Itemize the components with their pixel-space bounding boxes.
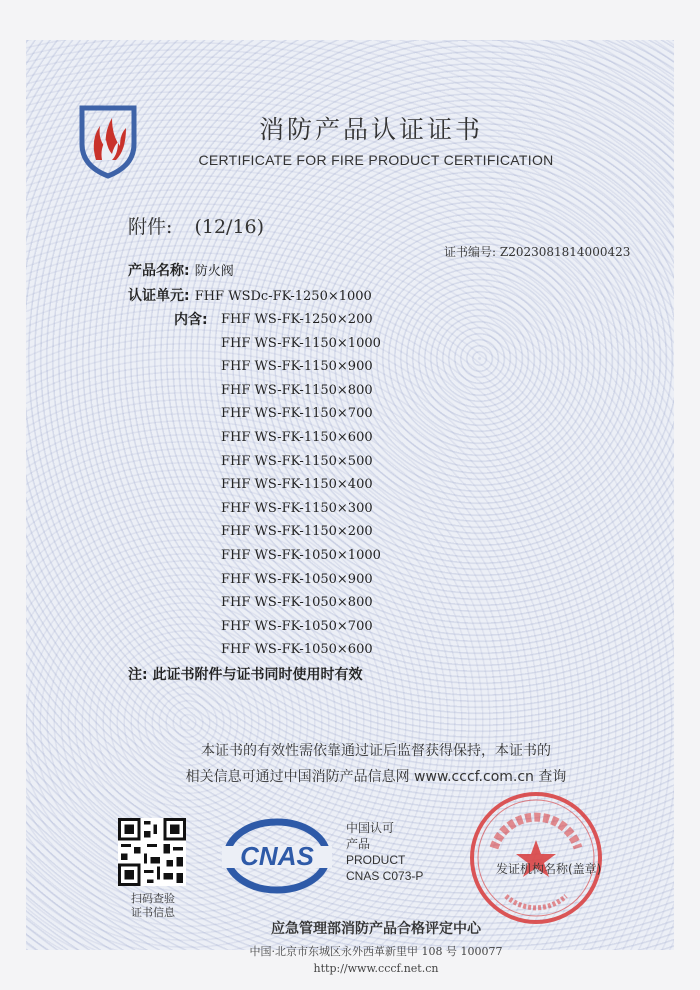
qr-caption-line-1: 扫码查验	[131, 892, 175, 905]
list-item: FHF WS-FK-1150×1000	[221, 335, 381, 351]
list-item: FHF WS-FK-1050×700	[221, 618, 373, 634]
list-item: FHF WS-FK-1150×200	[221, 524, 373, 540]
fire-shield-logo-icon	[76, 100, 140, 178]
contents-label: 内含:	[174, 312, 208, 328]
validity-note: 注: 此证书附件与证书同时使用时有效	[128, 667, 363, 683]
certificate-sheet	[26, 40, 674, 975]
issuer-center-name: 应急管理部消防产品合格评定中心	[271, 921, 481, 937]
certificate-number	[444, 243, 630, 260]
list-item: FHF WS-FK-1050×800	[221, 595, 373, 611]
statement-line-2: 相关信息可通过中国消防产品信息网 www.cccf.com.cn 查询	[185, 769, 567, 785]
list-item: FHF WS-FK-1150×800	[221, 382, 373, 398]
title-cn: 消防产品认证证书	[258, 115, 483, 144]
list-item: FHF WS-FK-1150×600	[221, 429, 373, 445]
qr-caption-line-2: 证书信息	[131, 906, 175, 919]
issuer-website-link[interactable]: http://www.cccf.net.cn	[313, 962, 439, 975]
attachment-label	[128, 212, 264, 239]
cnas-line-3: PRODUCT	[346, 853, 406, 867]
contents-list	[221, 310, 381, 664]
attachment-index: (12/16)	[194, 216, 265, 238]
statement-line-1: 本证书的有效性需依靠通过证后监督获得保持，本证书的	[201, 743, 551, 759]
product-name-value: 防火阀	[194, 264, 234, 279]
list-item: FHF WS-FK-1150×700	[221, 406, 373, 422]
certification-unit-value: FHF WSDc-FK-1250×1000	[194, 289, 372, 304]
attachment-label-text: 附件:	[128, 216, 173, 238]
qr-caption	[116, 892, 190, 920]
qr-code-icon[interactable]	[118, 818, 186, 886]
certification-unit-row	[128, 285, 372, 305]
cnas-line-4: CNAS C073-P	[346, 869, 424, 883]
cnas-logo-icon	[222, 816, 332, 896]
list-item: FHF WS-FK-1150×900	[221, 359, 373, 375]
list-item: FHF WS-FK-1150×500	[221, 453, 373, 469]
issuer-signature: 发证机构名称(盖章)	[496, 862, 602, 876]
certification-unit-label: 认证单元:	[128, 288, 190, 304]
official-seal-icon	[466, 788, 606, 928]
cnas-logo-text: CNAS	[240, 841, 314, 871]
product-name-row	[128, 260, 234, 280]
certificate-number-label: 证书编号:	[444, 245, 497, 259]
list-item: FHF WS-FK-1150×400	[221, 477, 373, 493]
certificate-number-value: Z2023081814000423	[499, 245, 631, 259]
cnas-accreditation	[346, 820, 423, 884]
list-item: FHF WS-FK-1050×1000	[221, 547, 381, 563]
product-name-label: 产品名称:	[128, 263, 190, 279]
list-item: FHF WS-FK-1050×900	[221, 571, 373, 587]
issuer-address: 中国·北京市东城区永外西革新里甲 108 号 100077	[249, 945, 503, 958]
title-en: CERTIFICATE FOR FIRE PRODUCT CERTIFICATION	[198, 152, 554, 168]
list-item: FHF WS-FK-1250×200	[221, 312, 373, 327]
list-item: FHF WS-FK-1150×300	[221, 500, 373, 516]
list-item: FHF WS-FK-1050×600	[221, 642, 373, 658]
cnas-line-2: 产品	[346, 837, 371, 851]
cnas-line-1: 中国认可	[346, 821, 395, 835]
